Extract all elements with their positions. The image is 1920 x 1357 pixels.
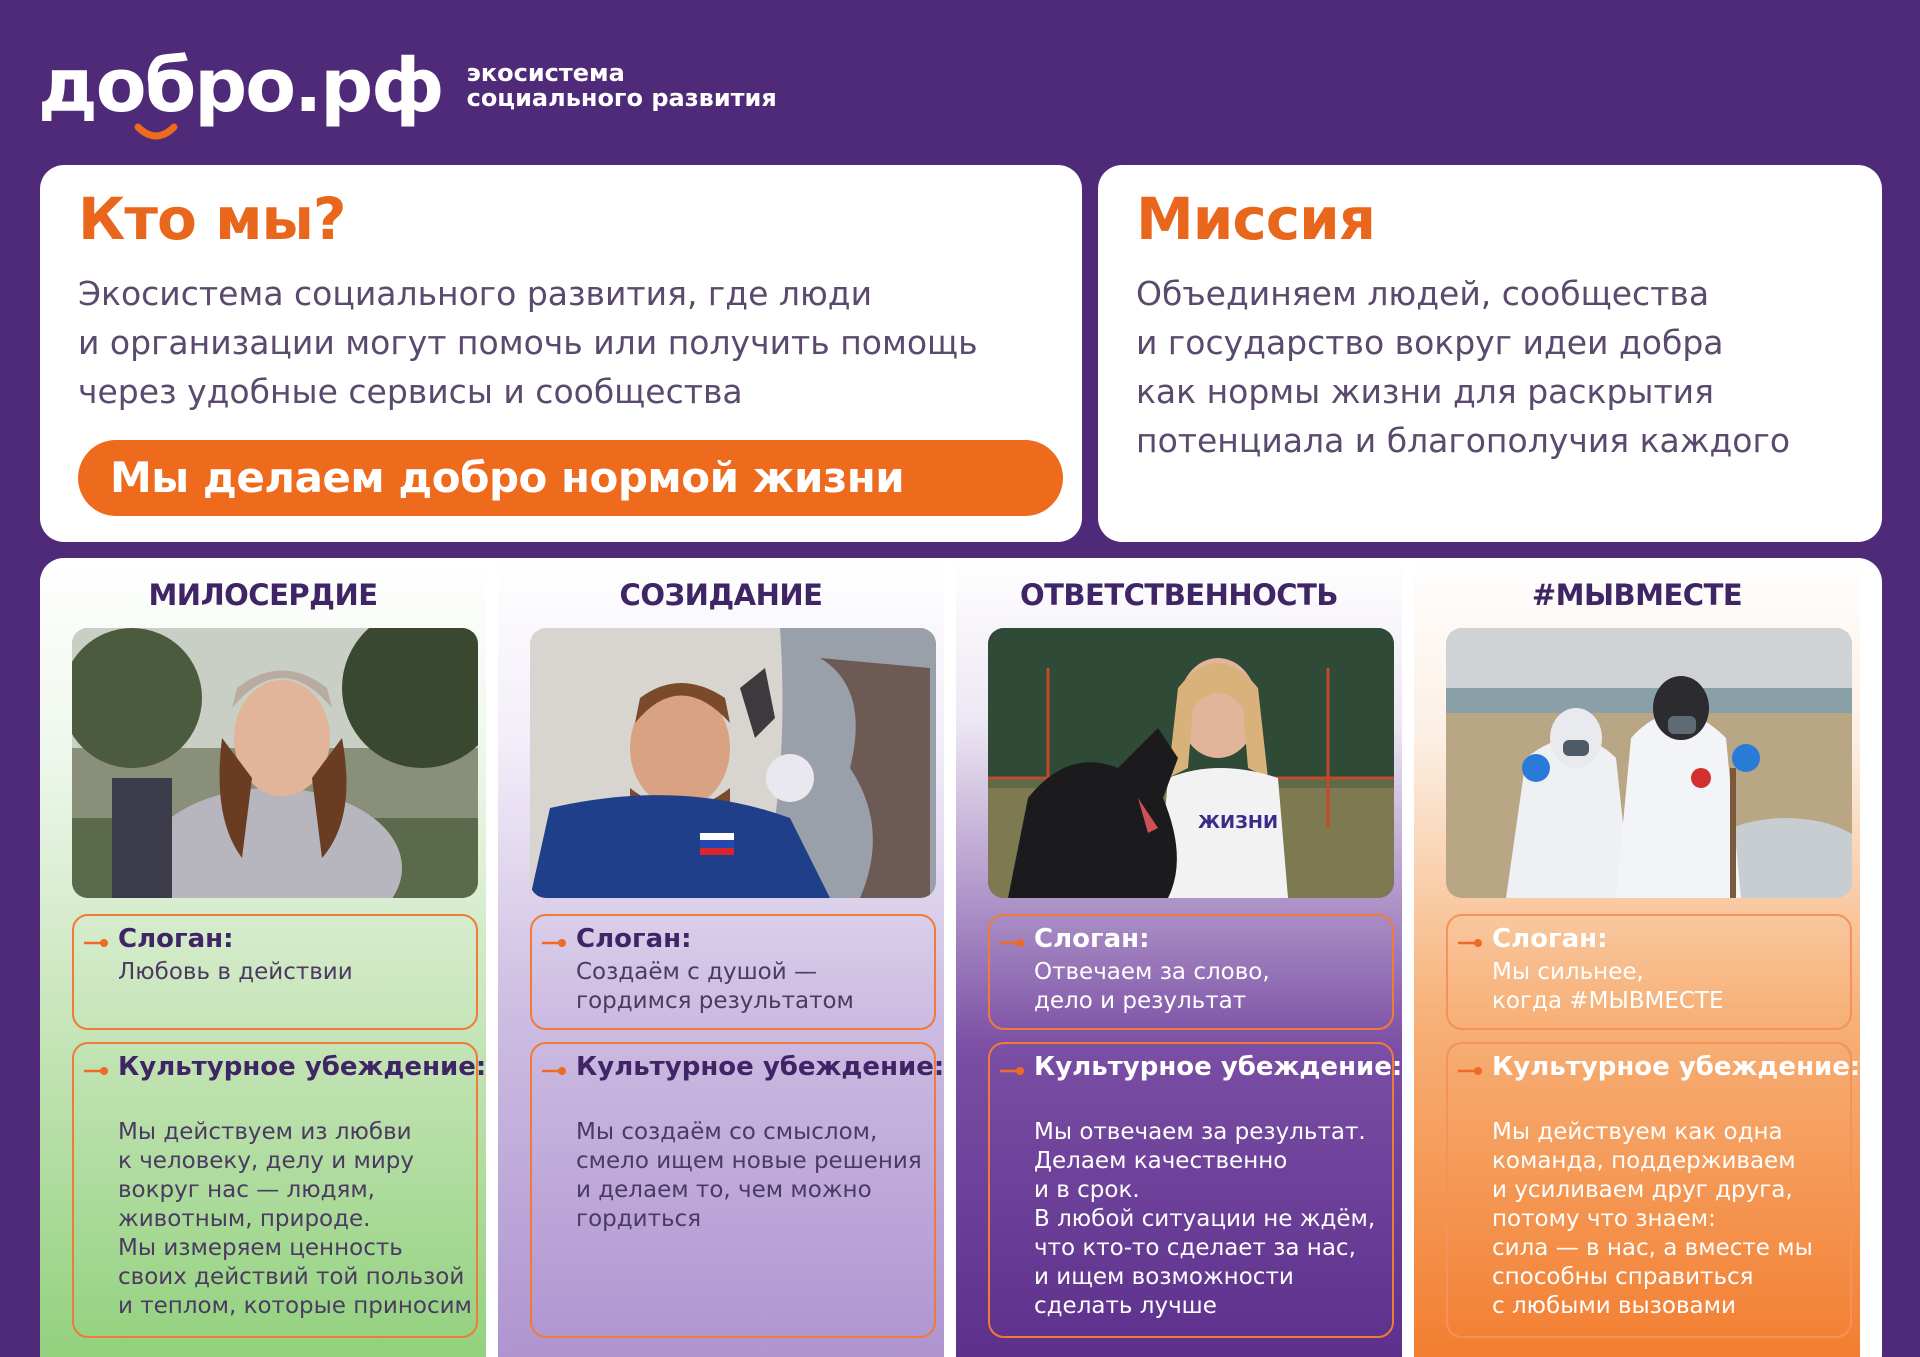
values-panel [40,558,1882,1357]
text-line: когда #МЫВМЕСТЕ [1492,988,1724,1014]
mission-card [1098,165,1882,542]
value-column-creation [498,558,944,1357]
text-line: гордимся результатом [576,988,854,1014]
belief-text [1034,1118,1375,1321]
text-line: потому что знаем: [1492,1206,1716,1232]
belief-box [530,1042,945,1338]
text-line: с любыми вызовами [1492,1293,1736,1319]
who-we-are-card [40,165,1082,542]
belief-label: Культурное убеждение: [118,1052,487,1082]
slogan-text [118,958,353,987]
text-line: Объединяем людей, сообщества [1136,274,1710,313]
text-line: как нормы жизни для раскрытия [1136,372,1714,411]
text-line: своих действий той пользой [118,1264,465,1290]
text-line: Мы создаём со смыслом, [576,1119,878,1145]
text-line: и делаем то, чем можно [576,1177,872,1203]
text-line: и организации могут помочь или получить помощь [78,323,978,362]
belief-label: Культурное убеждение: [576,1052,945,1082]
text-line: Экосистема социального развития, где люди [78,274,873,313]
text-line: гордиться [576,1206,702,1232]
logo-heart-icon [134,123,178,145]
value-column-mercy [40,558,486,1357]
slogan-box [1446,914,1852,1030]
value-column-responsibility [956,558,1402,1357]
slogan-label: Слоган: [1034,924,1150,954]
text-line: животным, природе. [118,1206,371,1232]
who-we-are-text [78,269,978,416]
slogan-box [988,914,1394,1030]
text-line: потенциала и благополучия каждого [1136,421,1791,460]
belief-box [72,1042,487,1338]
text-line: Делаем качественно [1034,1148,1288,1174]
arrow-icon [1458,938,1484,948]
arrow-icon [1458,1066,1484,1076]
text-line: сделать лучше [1034,1293,1217,1319]
tagline-line: социального развития [466,84,777,112]
slogan-label: Слоган: [576,924,692,954]
text-line: и усиливаем друг друга, [1492,1177,1793,1203]
text-line: команда, поддерживаем [1492,1148,1796,1174]
tagline [466,58,777,112]
slogan-label: Слоган: [118,924,234,954]
volunteer-woman-photo [72,628,478,898]
text-line: способны справиться [1492,1264,1754,1290]
main-slogan-pill: Мы делаем добро нормой жизни [78,440,1063,516]
slogan-text [1034,958,1270,1016]
header [38,36,777,136]
volunteers-beach-cleanup-photo [1446,628,1852,898]
logo[interactable] [38,43,443,129]
text-line: В любой ситуации не ждём, [1034,1206,1376,1232]
logo-text: добро.рф [38,43,443,129]
arrow-icon [84,1066,110,1076]
slogan-text [1492,958,1724,1016]
text-line: и ищем возможности [1034,1264,1294,1290]
volunteer-builder-photo [530,628,936,898]
text-line: сила — в нас, а вместе мы [1492,1235,1813,1261]
text-line: дело и результат [1034,988,1247,1014]
mission-text [1136,269,1790,465]
who-we-are-title: Кто мы? [78,185,346,253]
text-line: и в срок. [1034,1177,1140,1203]
arrow-icon [1000,1066,1026,1076]
mission-title: Миссия [1136,185,1375,253]
belief-text [576,1118,922,1234]
text-line: через удобные сервисы и сообщества [78,372,743,411]
slogan-box [72,914,478,1030]
text-line: Создаём с душой — [576,959,818,985]
value-title: СОЗИДАНИЕ [619,578,823,612]
volunteer-dog-photo [988,628,1394,898]
text-line: смело ищем новые решения [576,1148,922,1174]
belief-box [988,1042,1403,1338]
text-line: Мы измеряем ценность [118,1235,403,1261]
svg-text:ЖИЗНИ: ЖИЗНИ [1198,812,1279,833]
text-line: Любовь в действии [118,959,353,985]
text-line: что кто-то сделает за нас, [1034,1235,1356,1261]
arrow-icon [542,1066,568,1076]
value-title: ОТВЕТСТВЕННОСТЬ [1020,578,1338,612]
text-line: Мы отвечаем за результат. [1034,1119,1366,1145]
arrow-icon [1000,938,1026,948]
text-line: Мы действуем из любви [118,1119,412,1145]
slogan-text [576,958,854,1016]
text-line: и государство вокруг идеи добра [1136,323,1724,362]
belief-text [118,1118,472,1321]
text-line: Мы действуем как одна [1492,1119,1783,1145]
belief-text [1492,1118,1813,1321]
text-line: и теплом, которые приносим [118,1293,472,1319]
text-line: вокруг нас — людям, [118,1177,375,1203]
value-column-together [1414,558,1860,1357]
text-line: Отвечаем за слово, [1034,959,1270,985]
belief-box [1446,1042,1861,1338]
arrow-icon [84,938,110,948]
belief-label: Культурное убеждение: [1492,1052,1861,1082]
tagline-line: экосистема [466,58,625,87]
value-title: МИЛОСЕРДИЕ [148,578,378,612]
text-line: к человеку, делу и миру [118,1148,414,1174]
text-line: Мы сильнее, [1492,959,1644,985]
value-title: #МЫВМЕСТЕ [1531,578,1743,612]
arrow-icon [542,938,568,948]
belief-label: Культурное убеждение: [1034,1052,1403,1082]
slogan-box [530,914,936,1030]
slogan-label: Слоган: [1492,924,1608,954]
